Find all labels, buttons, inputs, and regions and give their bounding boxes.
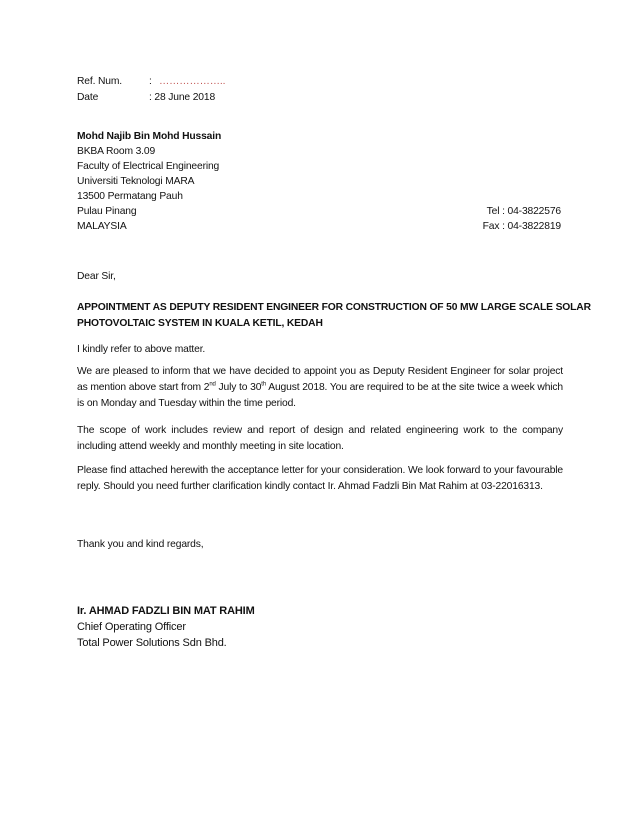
address-line: MALAYSIA (77, 221, 127, 232)
paragraph-3: The scope of work includes review and report of design and related engineering work to the company including attend weekly and monthly meeting in site location. (77, 425, 563, 452)
subject-line: APPOINTMENT AS DEPUTY RESIDENT ENGINEER FOR CONSTRUCTION OF 50 MW LARGE SCALE SOLAR (77, 302, 591, 313)
ref-num-label: Ref. Num. (77, 76, 122, 87)
date-label: Date (77, 92, 99, 103)
superscript-th: th (261, 381, 267, 388)
address-line: Universiti Teknologi MARA (77, 176, 195, 187)
paragraph-2 (77, 364, 563, 412)
ref-num-value: ……………….. (159, 76, 226, 87)
address-line: Faculty of Electrical Engineering (77, 161, 220, 172)
signatory-company: Total Power Solutions Sdn Bhd. (77, 637, 227, 649)
fax-number: Fax : 04-3822819 (482, 221, 561, 232)
signatory-title: Chief Operating Officer (77, 621, 186, 633)
ref-num-colon: : (149, 76, 152, 87)
address-line: BKBA Room 3.09 (77, 146, 156, 157)
paragraph-2-text: August 2018. You are required to be at the site twice a week which is on Monday and Tuesday within the time period. (77, 382, 563, 409)
superscript-nd: nd (209, 381, 216, 388)
subject (77, 300, 591, 332)
date-value: : 28 June 2018 (149, 92, 216, 103)
address-line: Pulau Pinang (77, 206, 137, 217)
paragraph-2-text: We are pleased to inform that we have decided to appoint you as Deputy Resident Engineer for solar project as mention above start from 2 (77, 366, 563, 393)
recipient-name: Mohd Najib Bin Mohd Hussain (77, 131, 222, 142)
signatory-block (77, 603, 255, 651)
tel-number: Tel : 04-3822576 (486, 206, 561, 217)
recipient-address (77, 129, 221, 234)
salutation: Dear Sir, (77, 271, 116, 282)
signatory-name: Ir. AHMAD FADZLI BIN MAT RAHIM (77, 605, 255, 617)
paragraph-4: Please find attached herewith the acceptance letter for your consideration. We look forward to your favourable reply. Should you need further clarification kindly contact Ir. Ahmad Fadzli Bin Mat Rahim at 03-22016313. (77, 465, 563, 492)
closing: Thank you and kind regards, (77, 539, 204, 550)
address-line: 13500 Permatang Pauh (77, 191, 183, 202)
paragraph-2-text: July to 30 (215, 382, 262, 393)
paragraph-1: I kindly refer to above matter. (77, 344, 206, 355)
subject-line: PHOTOVOLTAIC SYSTEM IN KUALA KETIL, KEDAH (77, 318, 323, 329)
